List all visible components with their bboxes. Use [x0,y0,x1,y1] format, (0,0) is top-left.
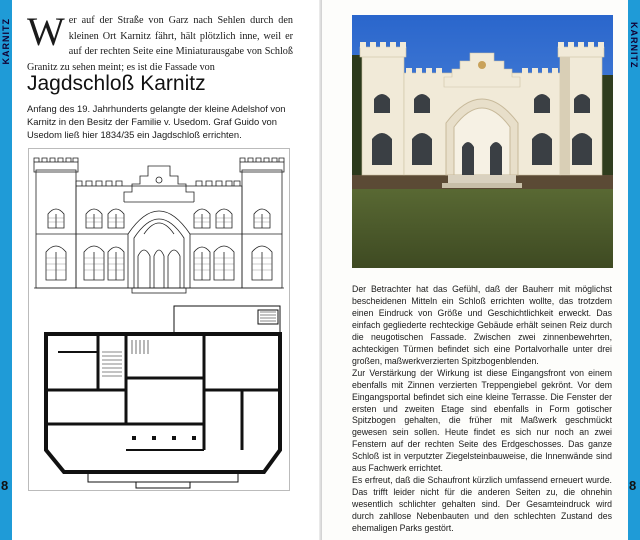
left-page-number: 8 [1,478,9,493]
facade-elevation-drawing [28,148,290,300]
right-tab-label: KARNITZ [629,22,639,69]
body-paragraph-2: Zur Verstärkung der Wirkung ist diese Eingangsfront von einem ebenfalls mit Zinnen verzierten Treppengiebel gekrönt. Vor dem Eingangsportal befindet sich eine kleine Terrasse. Die Fenster der ersten und zweiten Etage sind ebenfalls in Form gotischer Spitzbogen gehalten, die früher mit Maßwerk geschmückt gewesen sein sollen. Heute findet es sich nur noch an zwei Fenstern auf der rechten Seite des Erdgeschosses. Das ganze Schloß ist in verputzter Ziegelsteinbauweise, die Innenwände sind aus Fachwerk errichtet. [352,367,612,474]
floor-plan-drawing [28,300,290,490]
lead-paragraph: Anfang des 19. Jahrhunderts gelangte der kleine Adelshof von Karnitz in den Besitz der Familie v. Usedom. Graf Guido von Usedom ließ hier 1834/35 ein Jagdschloß errichten. [27,103,286,140]
left-chapter-tab [0,0,12,540]
intro-text: er auf der Straße von Garz nach Sehlen durch den kleinen Ort Karnitz fährt, hält plötzlich inne, weil er auf der rechten Seite eine Miniaturausgabe von Schloß Granitz zu sehen meint; es ist die Fassade von [27,15,293,73]
left-tab-label: KARNITZ [1,18,11,65]
body-paragraph-1: Der Betrachter hat das Gefühl, daß der Bauherr mit möglichst bescheidenen Mitteln ein Schloß errichten wollte, das trotzdem einen Eindruck von Größe und Geschichtlichkeit erweckt. Das einfach gegliederte rechteckige Gebäude erhält seinen Reiz durch die neugotischen Fassade. Zwischen zwei zinnenbewehrten, achteckigen Türmen befindet sich eine Portalvorhalle unter drei großen, maßwerkverzierten Spitzbogenblenden. [352,284,612,366]
castle-photograph [352,15,613,268]
body-paragraph-3: Es erfreut, daß die Schaufront kürzlich umfassend erneuert wurde. Das trifft leider nicht für die anderen Seiten zu, die ohnehin wesentlich schlichter gehalten sind. Der Gesamteindruck wird durch zahllose Nebenbauten und den schlechten Zustand des ehemaligen Parks gestört. [352,475,612,534]
drop-cap: W [27,9,65,54]
right-chapter-tab [628,0,640,540]
page-title: Jagdschloß Karnitz [27,72,206,95]
article-body [352,284,612,535]
right-page-number: 8 [629,478,637,493]
intro-paragraph [27,9,293,75]
